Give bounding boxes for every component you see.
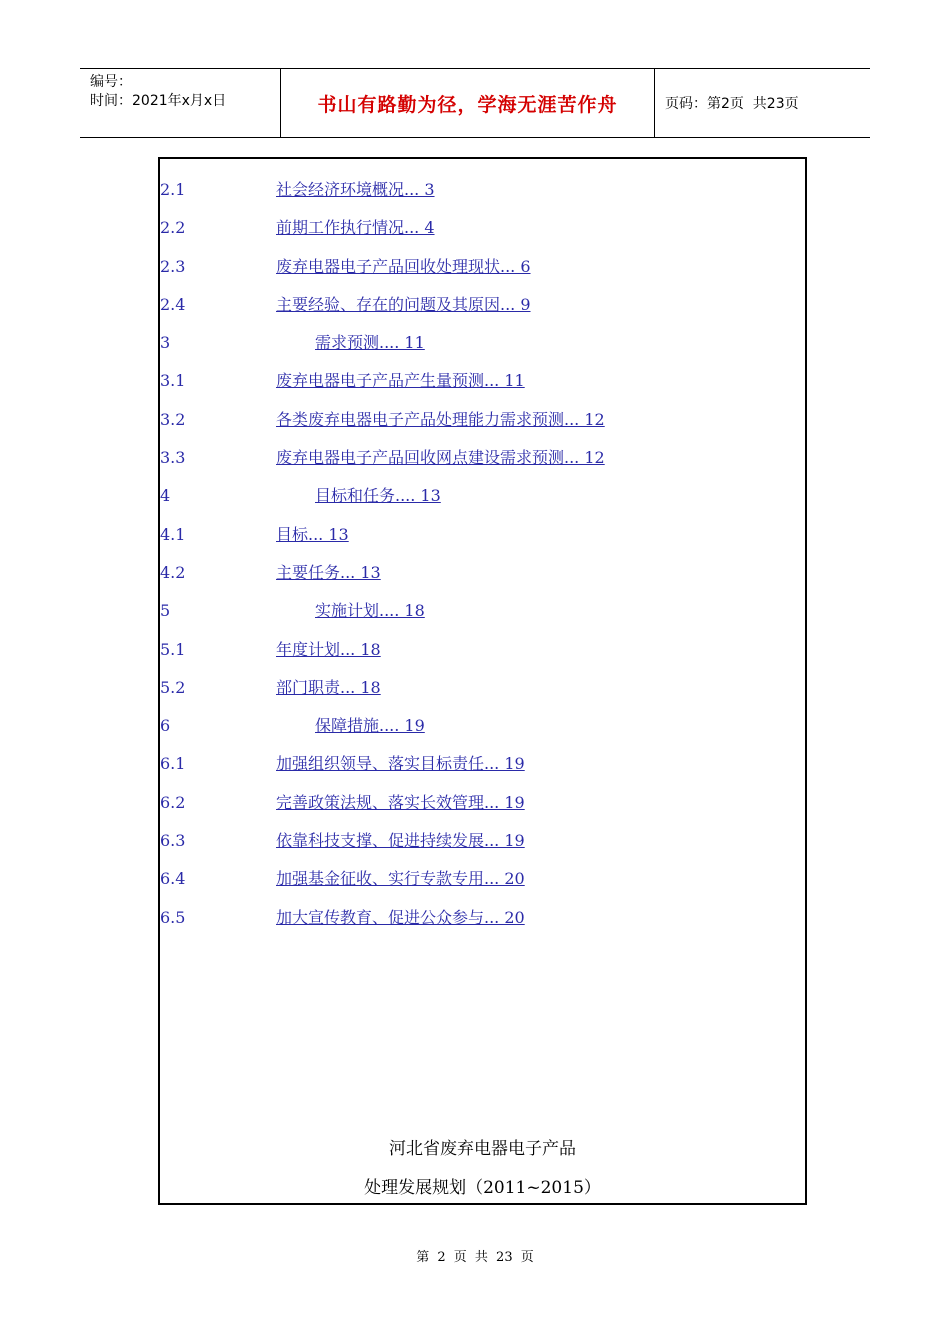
toc-number: 4.2 <box>160 562 186 582</box>
page-footer: 第 2 页 共 23 页 <box>416 1250 534 1265</box>
toc-title: 前期工作执行情况... 4 <box>276 218 435 238</box>
toc-link[interactable] <box>160 711 425 741</box>
toc-link[interactable] <box>160 788 525 818</box>
toc-entry <box>160 252 605 290</box>
toc-entry <box>160 635 605 673</box>
toc-number: 3.1 <box>160 371 186 391</box>
toc-number: 5 <box>160 601 171 621</box>
toc-title: 目标和任务.... 13 <box>315 486 441 506</box>
table-of-contents <box>160 175 605 941</box>
toc-link[interactable] <box>160 213 435 243</box>
toc-title: 废弃电器电子产品回收网点建设需求预测... 12 <box>276 448 605 468</box>
toc-number: 6.3 <box>160 831 186 851</box>
toc-entry <box>160 864 605 902</box>
toc-number: 6.5 <box>160 907 186 927</box>
page-header <box>80 68 870 138</box>
header-meta <box>80 69 281 137</box>
toc-number: 3.2 <box>160 409 186 429</box>
toc-title: 废弃电器电子产品回收处理现状... 6 <box>276 256 531 276</box>
header-motto-cell <box>281 69 655 137</box>
toc-link[interactable] <box>160 443 605 473</box>
toc-number: 2.3 <box>160 256 186 276</box>
toc-entry <box>160 405 605 443</box>
toc-link[interactable] <box>160 175 435 205</box>
toc-link[interactable] <box>160 520 349 550</box>
toc-entry <box>160 749 605 787</box>
toc-number: 6.1 <box>160 754 186 774</box>
toc-title: 各类废弃电器电子产品处理能力需求预测... 12 <box>276 409 605 429</box>
toc-number: 2.4 <box>160 294 186 314</box>
toc-entry <box>160 558 605 596</box>
toc-entry <box>160 711 605 749</box>
toc-link[interactable] <box>160 328 425 358</box>
toc-number: 4 <box>160 486 171 506</box>
toc-title: 加强组织领导、落实目标责任... 19 <box>276 754 525 774</box>
toc-title: 废弃电器电子产品产生量预测... 11 <box>276 371 525 391</box>
toc-number: 3 <box>160 333 171 353</box>
toc-link[interactable] <box>160 903 525 933</box>
toc-entry <box>160 596 605 634</box>
toc-number: 4.1 <box>160 524 186 544</box>
toc-number: 3.3 <box>160 448 186 468</box>
toc-title: 社会经济环境概况... 3 <box>276 180 435 199</box>
toc-entry <box>160 290 605 328</box>
toc-number: 6.4 <box>160 869 186 889</box>
toc-link[interactable] <box>160 673 381 703</box>
toc-title: 主要经验、存在的问题及其原因... 9 <box>276 294 531 314</box>
toc-link[interactable] <box>160 826 525 856</box>
toc-link[interactable] <box>160 596 425 626</box>
toc-link[interactable] <box>160 635 381 665</box>
toc-entry <box>160 826 605 864</box>
toc-link[interactable] <box>160 749 525 779</box>
toc-entry <box>160 175 605 213</box>
toc-entry <box>160 481 605 519</box>
toc-title: 部门职责... 18 <box>276 677 381 697</box>
toc-entry <box>160 673 605 711</box>
toc-link[interactable] <box>160 864 525 894</box>
toc-title: 加强基金征收、实行专款专用... 20 <box>276 869 525 889</box>
header-page-info: 页码：第2页 共23页 <box>665 96 799 112</box>
toc-title: 加大宣传教育、促进公众参与... 20 <box>276 907 525 927</box>
document-number-label: 编号： <box>90 74 132 90</box>
toc-number: 6.2 <box>160 792 186 812</box>
toc-title: 实施计划.... 18 <box>315 601 425 621</box>
toc-number: 2.1 <box>160 180 186 199</box>
toc-link[interactable] <box>160 290 531 320</box>
toc-link[interactable] <box>160 481 441 511</box>
toc-title: 年度计划... 18 <box>276 639 381 659</box>
toc-entry <box>160 366 605 404</box>
toc-link[interactable] <box>160 405 605 435</box>
toc-title: 需求预测.... 11 <box>315 333 425 353</box>
toc-entry <box>160 328 605 366</box>
header-motto: 书山有路勤为径，学海无涯苦作舟 <box>317 93 618 116</box>
document-date: 时间：2021年x月x日 <box>90 93 227 109</box>
toc-entry <box>160 520 605 558</box>
toc-title: 完善政策法规、落实长效管理... 19 <box>276 792 525 812</box>
toc-entry <box>160 788 605 826</box>
toc-entry <box>160 213 605 251</box>
toc-title: 主要任务... 13 <box>276 562 381 582</box>
toc-number: 2.2 <box>160 218 186 238</box>
toc-link[interactable] <box>160 558 381 588</box>
toc-title: 依靠科技支撑、促进持续发展... 19 <box>276 831 525 851</box>
toc-number: 5.1 <box>160 639 186 659</box>
toc-entry <box>160 903 605 941</box>
document-title-line1: 河北省废弃电器电子产品 <box>389 1139 576 1159</box>
toc-title: 目标... 13 <box>276 524 349 544</box>
toc-title: 保障措施.... 19 <box>315 716 425 736</box>
toc-entry <box>160 443 605 481</box>
toc-number: 5.2 <box>160 677 186 697</box>
toc-link[interactable] <box>160 366 525 396</box>
toc-number: 6 <box>160 716 171 736</box>
toc-link[interactable] <box>160 252 531 282</box>
document-title-line2: 处理发展规划（2011~2015） <box>364 1178 601 1198</box>
content-frame <box>158 157 807 1205</box>
